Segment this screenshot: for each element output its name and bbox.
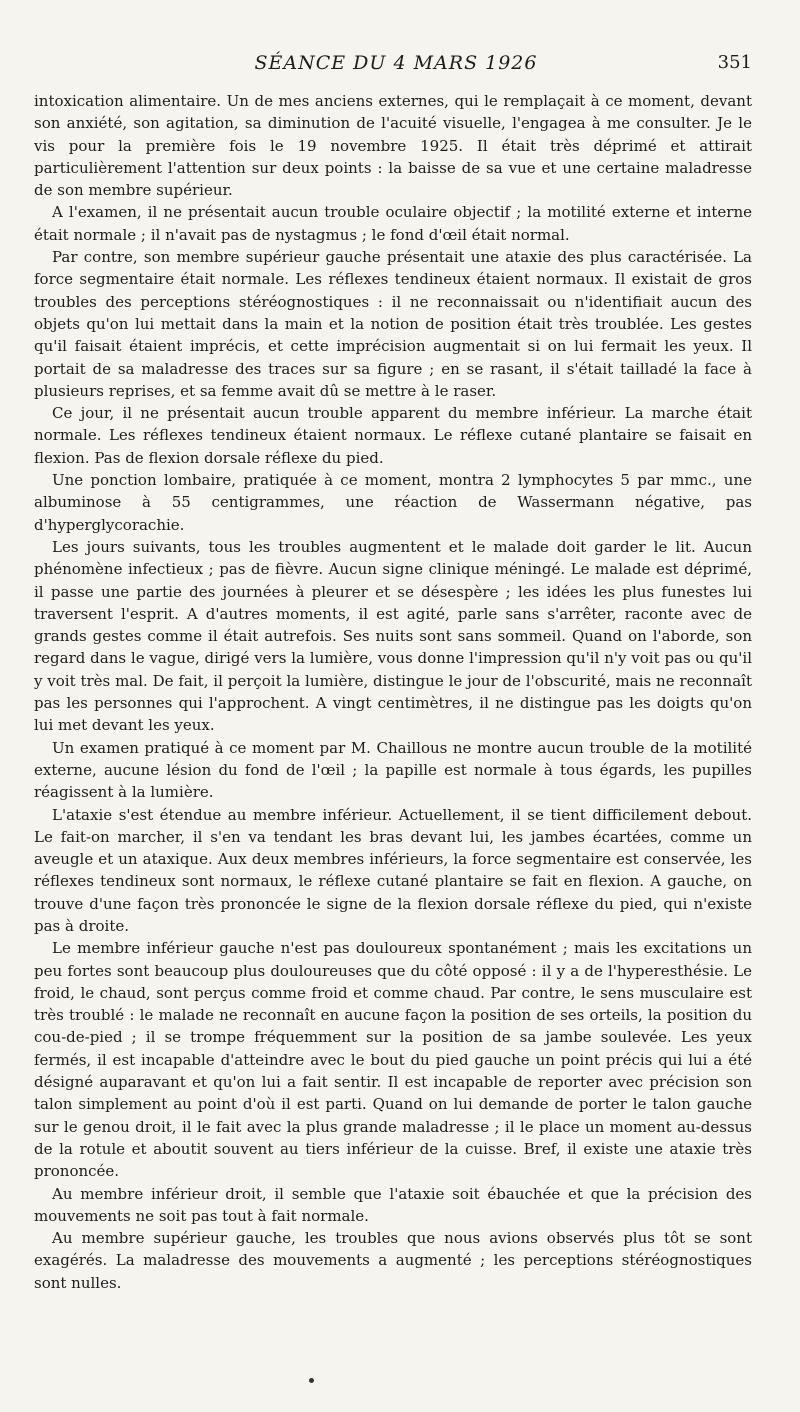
page-number: 351 [717,52,752,73]
ink-speck [309,1378,314,1383]
paragraph: Au membre supérieur gauche, les troubles que nous avions observés plus tôt se sont exagérés. La maladresse des mouvements a augmenté ; les perceptions stéréognostiques sont nulles. [34,1229,752,1292]
running-title: SÉANCE DU 4 MARS 1926 [254,52,538,74]
paragraph: Un examen pratiqué à ce moment par M. Chaillous ne montre aucun trouble de la motilité externe, aucune lésion du fond de l'œil ; la papille est normale à tous égards, les pupilles réagissent à la lumière. [34,738,752,802]
page-header [40,52,752,74]
paragraph: Par contre, son membre supérieur gauche présentait une ataxie des plus caractérisée. La force segmentaire était normale. Les réflexes tendineux étaient normaux. Il existait de gros troubles des perceptions stéréognostiques : il ne reconnaissait ou n'identifiait aucun des objets qu'on lui mettait dans la main et la notion de position était très troublée. Les gestes qu'il faisait étaient imprécis, et cette imprécision augmentait si on lui fermait les yeux. Il portait de sa maladresse des traces sur sa figure ; en se rasant, il s'était tailladé la face à plusieurs reprises, et sa femme avait dû se mettre à le raser. [34,248,752,400]
paragraph: Au membre inférieur droit, il semble que l'ataxie soit ébauchée et que la précision des mouvements ne soit pas tout à fait normale. [34,1184,752,1225]
paragraph: Ce jour, il ne présentait aucun trouble apparent du membre inférieur. La marche était normale. Les réflexes tendineux étaient normaux. Le réflexe cutané plantaire se faisait en flexion. Pas de flexion dorsale réflexe du pied. [34,404,752,467]
paragraph: Les jours suivants, tous les troubles augmentent et le malade doit garder le lit. Aucun phénomène infectieux ; pas de fièvre. Aucun signe clinique méningé. Le malade est déprimé, il passe une partie des journées à pleurer et se désespère ; les idées les plus funestes lui traversent l'esprit. A d'autres moments, il est agité, parle sans s'arrêter, raconte avec de grands gestes comme il était autrefois. Ses nuits sont sans sommeil. Quand on l'aborde, son regard dans le vague, dirigé vers la lumière, vous donne l'impression qu'il n'y voit pas ou qu'il y voit très mal. De fait, il perçoit la lumière, distingue le jour de l'obscurité, mais ne reconnaît pas les personnes qui l'approchent. A vingt centimètres, il ne distingue pas les doigts qu'on lui met devant les yeux. [34,537,752,735]
paragraph: A l'examen, il ne présentait aucun trouble oculaire objectif ; la motilité externe et interne était normale ; il n'avait pas de nystagmus ; le fond d'œil était normal. [34,203,752,244]
paragraph: L'ataxie s'est étendue au membre inférieur. Actuellement, il se tient difficilement debout. Le fait-on marcher, il s'en va tendant les bras devant lui, les jambes écartées, comme un aveugle et un ataxique. Aux deux membres inférieurs, la force segmentaire est conservée, les réflexes tendineux sont normaux, le réflexe cutané plantaire se fait en flexion. A gauche, on trouve d'une façon très prononcée le signe de la flexion dorsale réflexe du pied, qui n'existe pas à droite. [34,805,752,935]
paragraph: intoxication alimentaire. Un de mes anciens externes, qui le remplaçait à ce moment, devant son anxiété, son agitation, sa diminution de l'acuité visuelle, l'engagea à me consulter. Je le vis pour la première fois le 19 novembre 1925. Il était très déprimé et attirait particulièrement l'attention sur deux points : la baisse de sa vue et une certaine maladresse de son membre supérieur. [34,92,752,200]
body-text [34,90,752,1294]
paragraph: Une ponction lombaire, pratiquée à ce moment, montra 2 lymphocytes 5 par mmc., une albuminose à 55 centigrammes, une réaction de Wassermann négative, pas d'hyperglycorachie. [34,471,752,534]
paragraph: Le membre inférieur gauche n'est pas douloureux spontanément ; mais les excitations un peu fortes sont beaucoup plus douloureuses que du côté opposé : il y a de l'hyperesthésie. Le froid, le chaud, sont perçus comme froid et comme chaud. Par contre, le sens musculaire est très troublé : le malade ne reconnaît en aucune façon la position de ses orteils, la position du cou-de-pied ; il se trompe fréquemment sur la position de sa jambe soulevée. Les yeux fermés, il est incapable d'atteindre avec le bout du pied gauche un point précis qui lui a été désigné auparavant et qu'on lui a fait sentir. Il est incapable de reporter avec précision son talon simplement au point d'où il est parti. Quand on lui demande de porter le talon gauche sur le genou droit, il le fait avec la plus grande maladresse ; il le place un moment au-dessus de la rotule et aboutit souvent au tiers inférieur de la cuisse. Bref, il existe une ataxie très prononcée. [34,939,752,1181]
